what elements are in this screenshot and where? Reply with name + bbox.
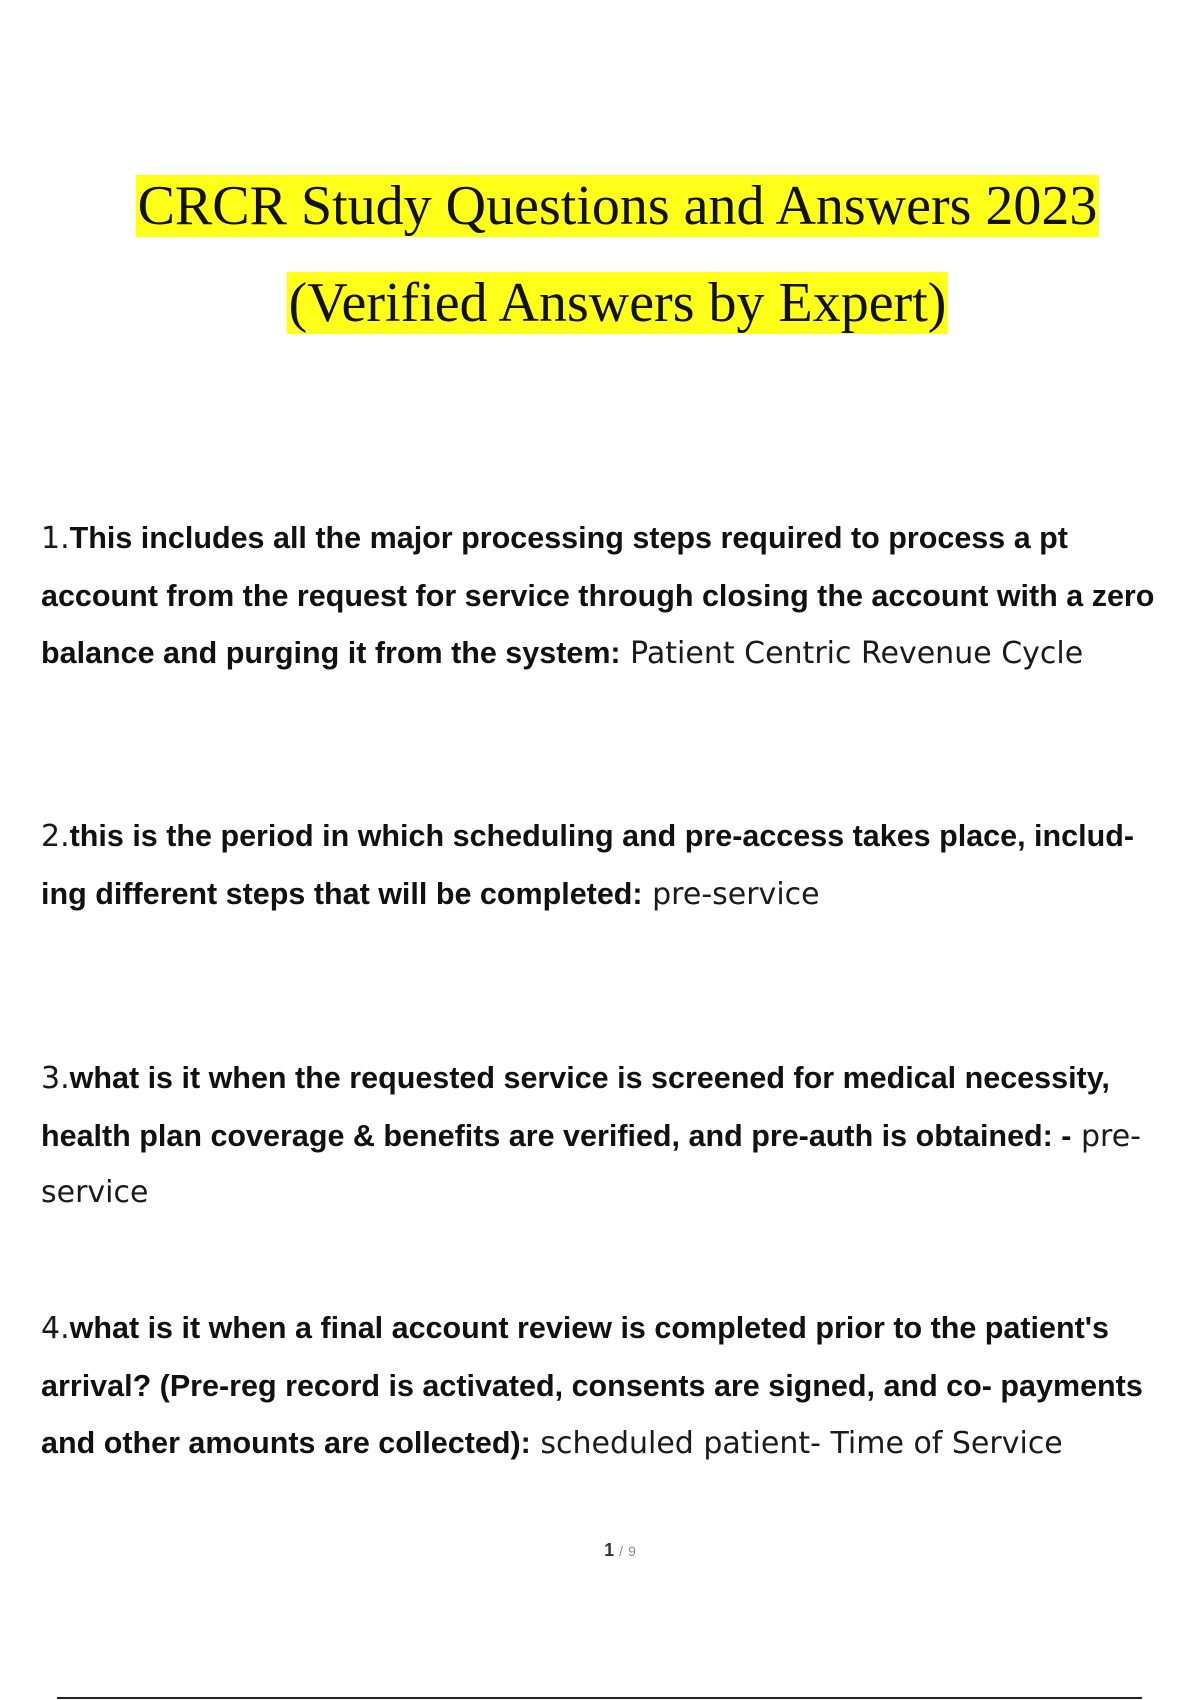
qa-item-1 — [41, 510, 1176, 683]
qa-item-3 — [41, 1050, 1176, 1222]
page-total: 9 — [628, 1543, 636, 1559]
page-indicator — [0, 1540, 1200, 1561]
qa-question: this is the period in which scheduling and pre-access takes place, includ- ing different steps that will be completed: — [41, 819, 1135, 911]
qa-number: 2. — [41, 819, 70, 854]
title-line-2: (Verified Answers by Expert) — [288, 272, 947, 334]
page-separator: / — [619, 1543, 624, 1559]
qa-question: what is it when the requested service is screened for medical necessity, health plan coverage & benefits are verified, and pre-auth is obtained: - — [41, 1061, 1110, 1153]
page-current: 1 — [604, 1540, 615, 1560]
qa-item-4 — [41, 1300, 1176, 1473]
document-title — [0, 158, 1200, 352]
qa-question: This includes all the major processing steps required to process a pt account from the request for service through closing the account with a zero balance and purging it from the system: — [41, 521, 1155, 670]
qa-question: what is it when a final account review is completed prior to the patient's arrival? (Pre-reg record is activated, consents are signed, and co- payments and other amounts are collected): — [41, 1311, 1143, 1460]
title-line-1: CRCR Study Questions and Answers 2023 — [137, 175, 1098, 237]
qa-answer: scheduled patient- Time of Service — [540, 1426, 1063, 1461]
qa-answer: pre-service — [41, 1118, 1141, 1210]
qa-number: 4. — [41, 1311, 70, 1346]
qa-number: 1. — [41, 521, 70, 556]
bottom-divider — [57, 1697, 1142, 1699]
qa-answer: Patient Centric Revenue Cycle — [630, 636, 1084, 671]
qa-item-2 — [41, 808, 1176, 923]
qa-answer: pre-service — [652, 876, 820, 912]
qa-number: 3. — [41, 1061, 70, 1096]
